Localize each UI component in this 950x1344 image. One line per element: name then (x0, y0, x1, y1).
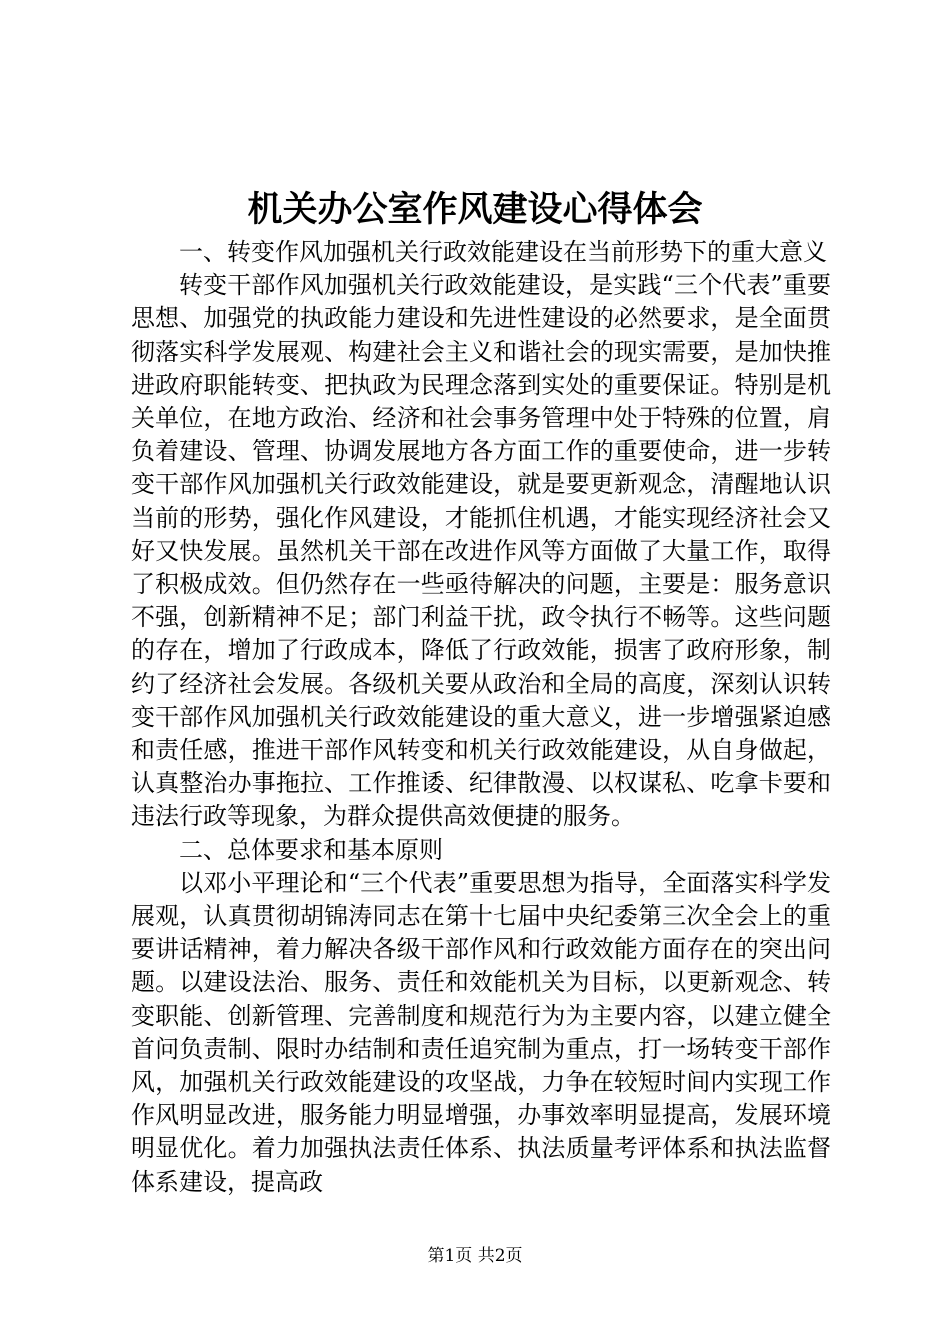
document-body (131, 236, 831, 1199)
body-paragraph-1: 转变干部作风加强机关行政效能建设，是实践“三个代表”重要思想、加强党的执政能力建设和先进性建设的必然要求，是全面贯彻落实科学发展观、构建社会主义和谐社会的现实需要，是加快推进政府职能转变、把执政为民理念落到实处的重要保证。特别是机关单位，在地方政治、经济和社会事务管理中处于特殊的位置，肩负着建设、管理、协调发展地方各方面工作的重要使命，进一步转变干部作风加强机关行政效能建设，就是要更新观念，清醒地认识当前的形势，强化作风建设，才能抓住机遇，才能实现经济社会又好又快发展。虽然机关干部在改进作风等方面做了大量工作，取得了积极成效。但仍然存在一些亟待解决的问题，主要是：服务意识不强，创新精神不足；部门利益干扰，政令执行不畅等。这些问题的存在，增加了行政成本，降低了行政效能，损害了政府形象，制约了经济社会发展。各级机关要从政治和全局的高度，深刻认识转变干部作风加强机关行政效能建设的重大意义，进一步增强紧迫感和责任感，推进干部作风转变和机关行政效能建设，从自身做起，认真整治办事拖拉、工作推诿、纪律散漫、以权谋私、吃拿卡要和违法行政等现象，为群众提供高效便捷的服务。 (131, 271, 831, 831)
document-title: 机关办公室作风建设心得体会 (247, 189, 703, 230)
section-heading-1: 一、转变作风加强机关行政效能建设在当前形势下的重大意义 (179, 238, 827, 266)
page-number-footer: 第1页 共2页 (427, 1246, 523, 1266)
section-heading-2: 二、总体要求和基本原则 (179, 835, 443, 864)
body-paragraph-2: 以邓小平理论和“三个代表”重要思想为指导，全面落实科学发展观，认真贯彻胡锦涛同志在第十七届中央纪委第三次全会上的重要讲话精神，着力解决各级干部作风和行政效能方面存在的突出问题。以建设法治、服务、责任和效能机关为目标，以更新观念、转变职能、创新管理、完善制度和规范行为为主要内容，以建立健全首问负责制、限时办结制和责任追究制为重点，打一场转变干部作风，加强机关行政效能建设的攻坚战，力争在较短时间内实现工作作风明显改进，服务能力明显增强，办事效率明显提高，发展环境明显优化。着力加强执法责任体系、执法质量考评体系和执法监督体系建设，提高政 (131, 868, 831, 1196)
